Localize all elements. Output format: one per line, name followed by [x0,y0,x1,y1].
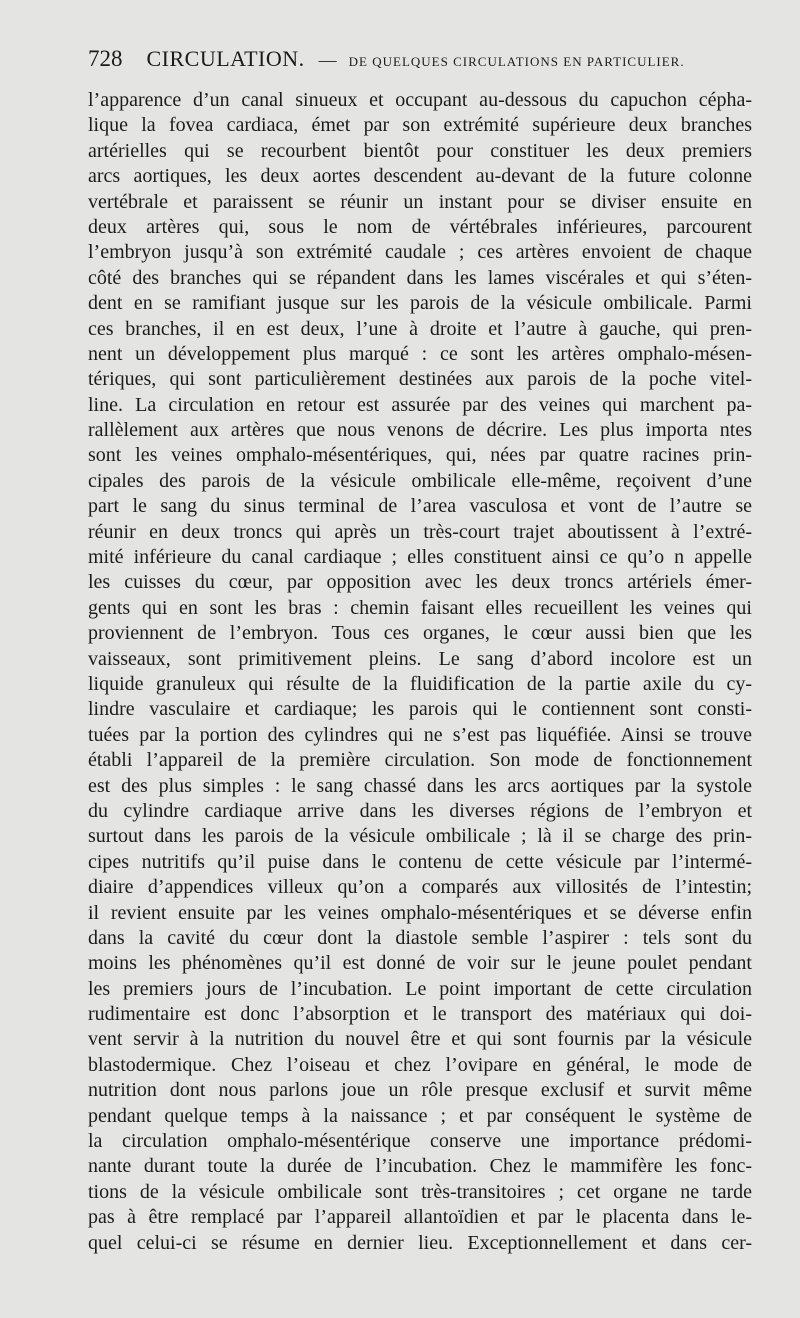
text-line: nutrition dont nous parlons joue un rôle presque exclusif et survit même [88,1079,752,1102]
text-line: moins les phénomènes qu’il est donné de voir sur le jeune poulet pendant [88,952,752,975]
text-line: réunir en deux troncs qui après un très-court trajet aboutissent à l’extré- [88,520,752,543]
text-line: les premiers jours de l’incubation. Le point important de cette circulation [88,977,752,1000]
text-line: mité inférieure du canal cardiaque ; elles constituent ainsi ce qu’o n appelle [88,546,752,569]
text-line: établi l’appareil de la première circulation. Son mode de fonctionnement [88,749,752,772]
text-line: il revient ensuite par les veines omphalo-mésentériques et se déverse enfin [88,901,752,924]
text-line: dans la cavité du cœur dont la diastole semble l’aspirer : tels sont du [88,926,752,949]
text-line: cipes nutritifs qu’il puise dans le contenu de cette vésicule par l’intermé- [88,850,752,873]
text-line: tuées par la portion des cylindres qui ne s’est pas liquéfiée. Ainsi se trouve [88,723,752,746]
text-line: blastodermique. Chez l’oiseau et chez l’ovipare en général, le mode de [88,1053,752,1076]
text-line: rudimentaire est donc l’absorption et le transport des matériaux qui doi- [88,1003,752,1026]
text-line: arcs aortiques, les deux aortes descendent au-devant de la future colonne [88,165,752,188]
text-line: vertébrale et paraissent se réunir un instant pour se diviser ensuite en [88,190,752,213]
text-line: côté des branches qui se répandent dans les lames viscérales et qui s’éten- [88,266,752,289]
text-line: l’apparence d’un canal sinueux et occupant au-dessous du capuchon cépha- [88,89,752,111]
text-line: part le sang du sinus terminal de l’area vasculosa et vont de l’autre se [88,495,752,518]
text-line: tions de la vésicule ombilicale sont très-transitoires ; cet organe ne tarde [88,1180,752,1203]
text-line: tériques, qui sont particulièrement destinées aux parois de la poche vitel- [88,368,752,391]
text-line: vaisseaux, sont primitivement pleins. Le sang d’abord incolore est un [88,647,752,670]
text-line: du cylindre cardiaque arrive dans les diverses régions de l’embryon et [88,799,752,822]
text-line: pendant quelque temps à la naissance ; et par conséquent le système de [88,1104,752,1127]
header-dash: — [318,50,337,70]
text-line: cipales des parois de la vésicule ombilicale elle-même, reçoivent d’une [88,469,752,492]
page-number: 728 [88,46,123,71]
text-line: la circulation omphalo-mésentérique conserve une importance prédomi- [88,1130,752,1153]
body-text [88,88,752,1256]
text-line: sont les veines omphalo-mésentériques, qui, nées par quatre racines prin- [88,444,752,467]
text-line: l’embryon jusqu’à son extrémité caudale ; ces artères envoient de chaque [88,241,752,264]
text-line: ces branches, il en est deux, l’une à droite et l’autre à gauche, qui pren- [88,317,752,340]
text-line: pas à être remplacé par l’appareil allantoïdien et par le placenta dans le- [88,1206,752,1229]
text-line: lindre vasculaire et cardiaque; les parois qui le contiennent sont consti- [88,698,752,721]
text-line: surtout dans les parois de la vésicule ombilicale ; là il se charge des prin- [88,825,752,848]
running-header [88,46,768,82]
text-line: quel celui-ci se résume en dernier lieu. Exceptionnellement et dans cer- [88,1231,752,1254]
text-line: les cuisses du cœur, par opposition avec les deux troncs artériels émer- [88,571,752,594]
text-line: est des plus simples : le sang chassé dans les arcs aortiques par la systole [88,774,752,797]
text-line: proviennent de l’embryon. Tous ces organes, le cœur aussi bien que les [88,622,752,645]
text-line: gents qui en sont les bras : chemin faisant elles recueillent les veines qui [88,596,752,619]
text-line: dent en se ramifiant jusque sur les parois de la vésicule ombilicale. Parmi [88,292,752,315]
running-subtitle: DE QUELQUES CIRCULATIONS EN PARTICULIER. [348,54,685,69]
text-line: nent un développement plus marqué : ce sont les artères omphalo-mésen- [88,342,752,365]
text-line: nante durant toute la durée de l’incubation. Chez le mammifère les fonc- [88,1155,752,1178]
text-line: vent servir à la nutrition du nouvel être et qui sont fournis par la vésicule [88,1028,752,1051]
text-line: rallèlement aux artères que nous venons de décrire. Les plus importa ntes [88,419,752,442]
text-line: deux artères qui, sous le nom de vértébrales inférieures, parcourent [88,215,752,238]
text-line: diaire d’appendices villeux qu’on a comparés aux villosités de l’intestin; [88,876,752,899]
text-line: lique la fovea cardiaca, émet par son extrémité supérieure deux branches [88,114,752,137]
text-line: line. La circulation en retour est assurée par des veines qui marchent pa- [88,393,752,416]
text-line: liquide granuleux qui résulte de la fluidification de la partie axile du cy- [88,672,752,695]
text-line: artérielles qui se recourbent bientôt pour constituer les deux premiers [88,139,752,162]
running-title: CIRCULATION. [146,46,305,71]
